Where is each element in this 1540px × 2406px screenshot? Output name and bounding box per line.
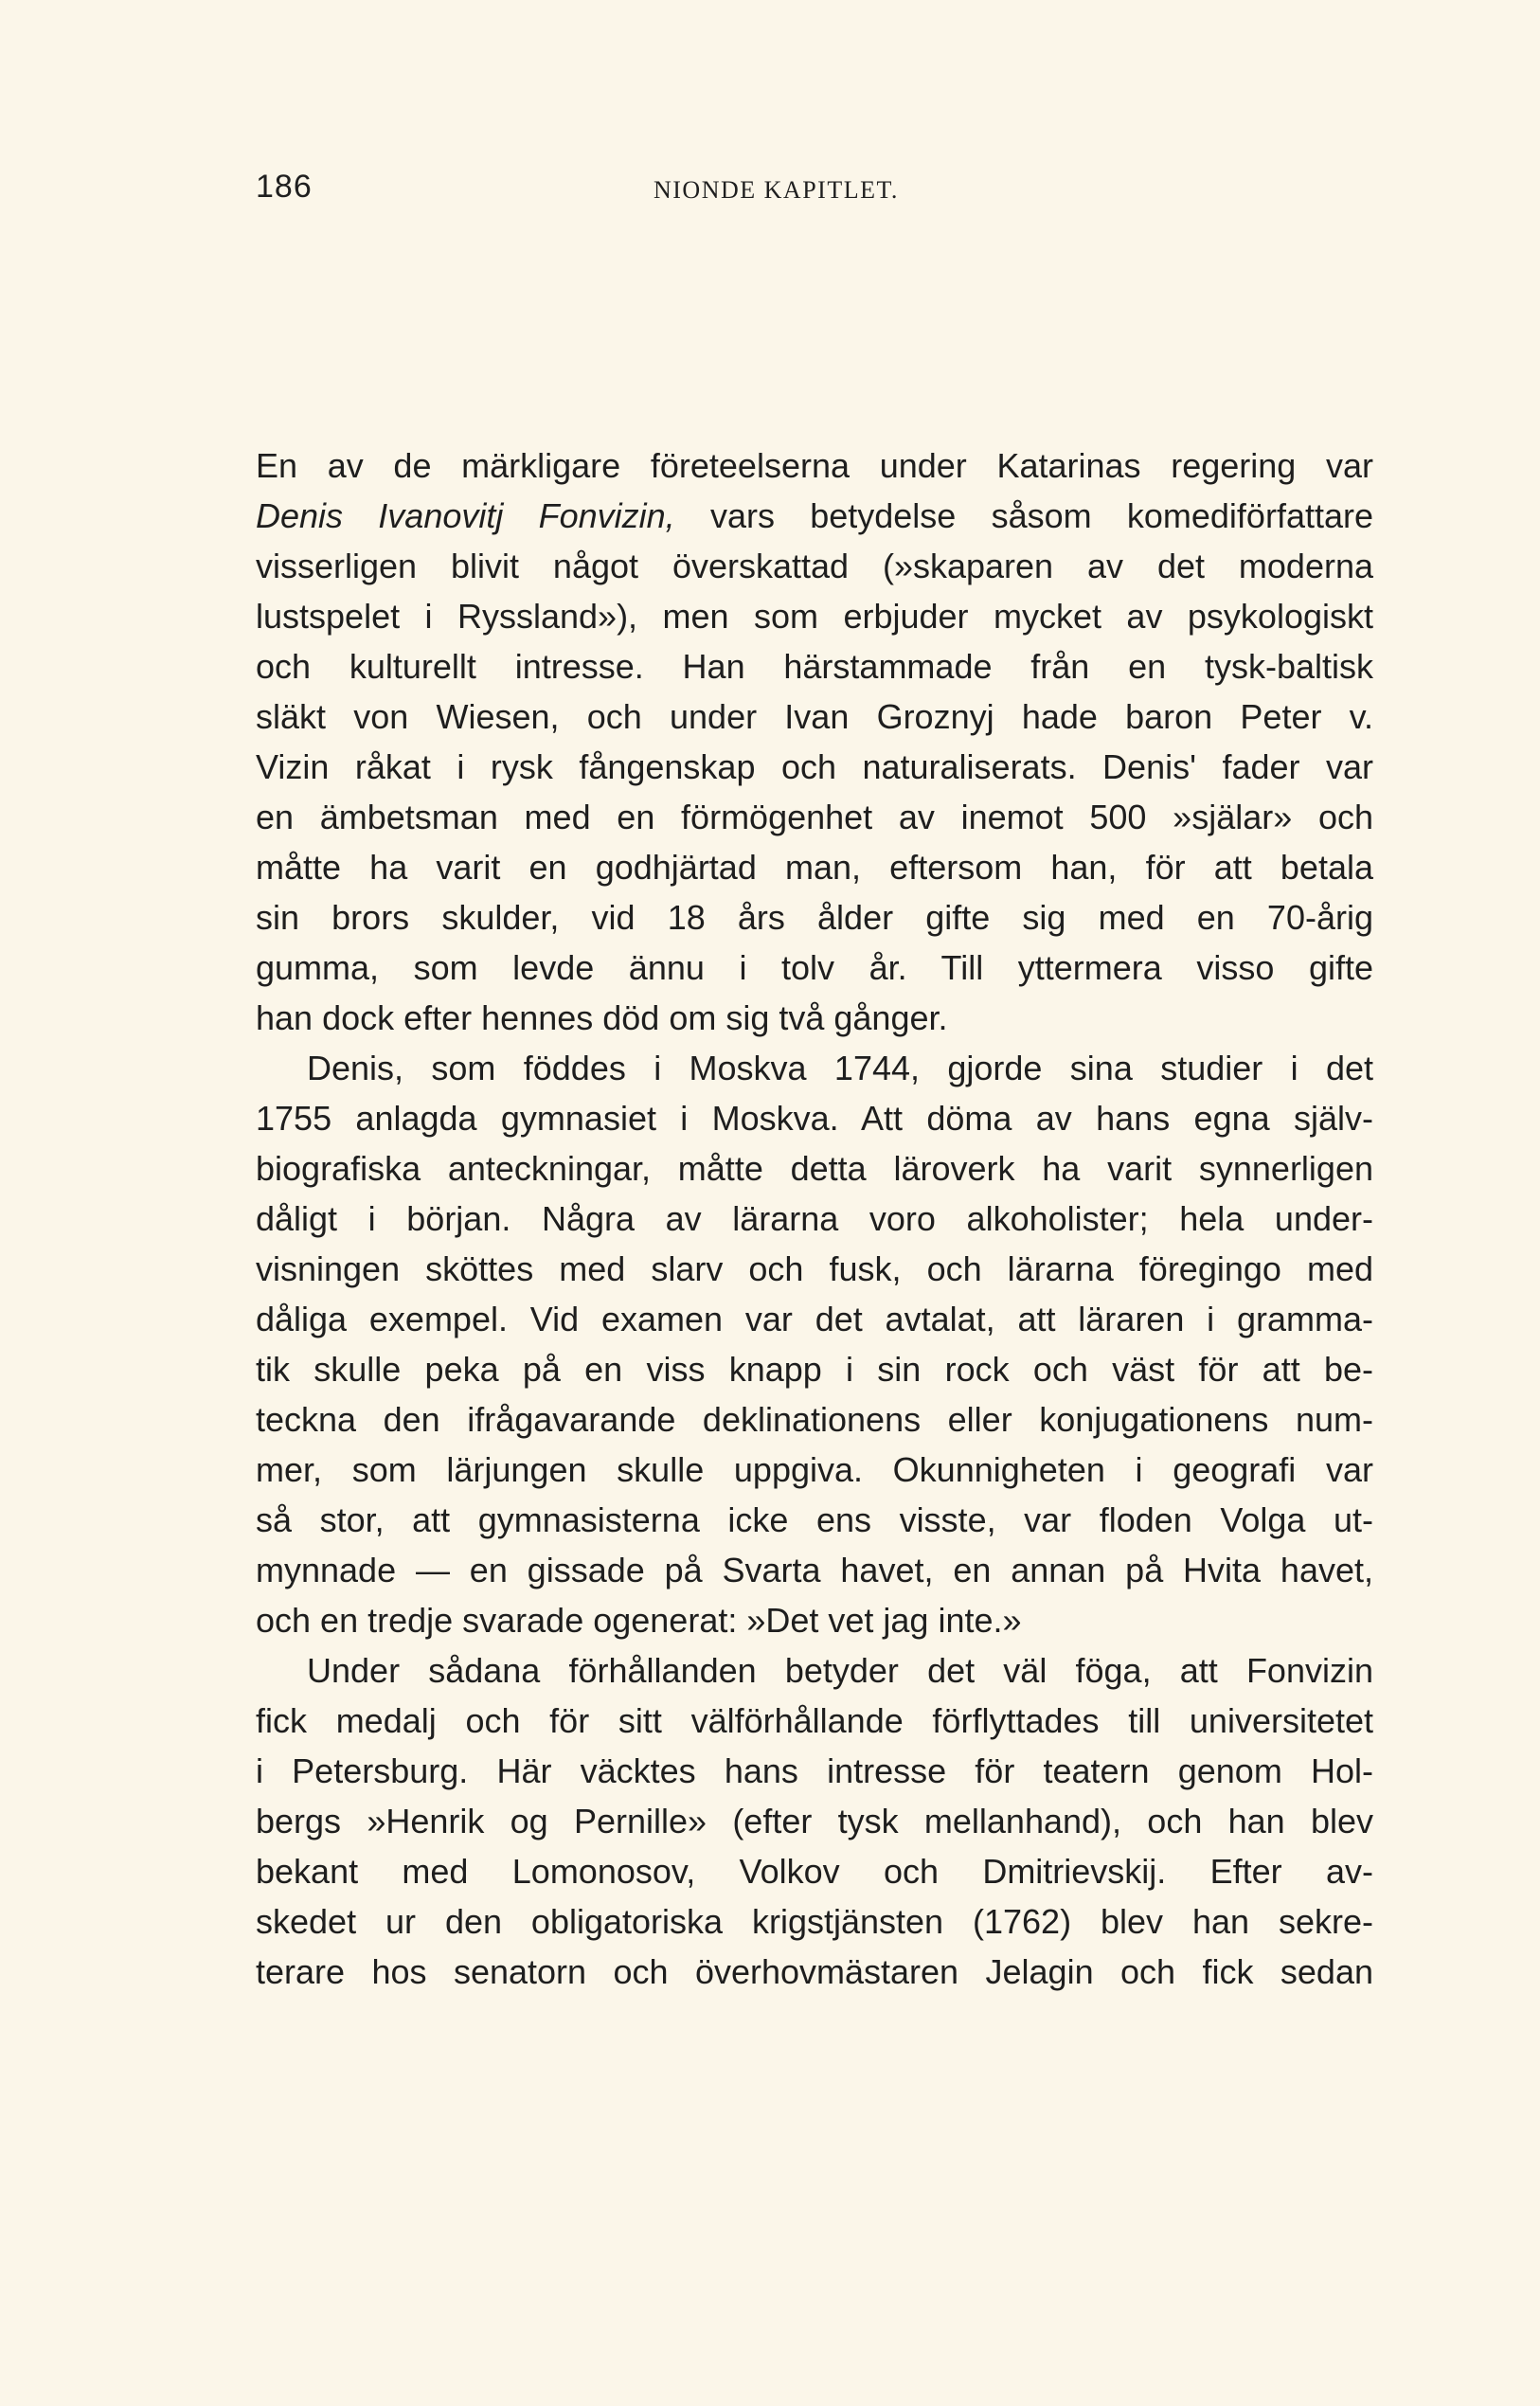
text-segment: mer, som lärjungen skulle uppgiva. Okunnigheten i geografi var <box>256 1450 1373 1489</box>
text-segment: dåliga exempel. Vid examen var det avtalat, att läraren i gramma- <box>256 1300 1373 1338</box>
text-line <box>256 1344 1373 1394</box>
text-line <box>256 892 1373 943</box>
text-line <box>256 1043 1373 1093</box>
text-segment: och en tredje svarade ogenerat: »Det vet jag inte.» <box>256 1601 1022 1640</box>
text-segment: sin brors skulder, vid 18 års ålder gifte sig med en 70-årig <box>256 898 1373 937</box>
text-segment: skedet ur den obligatoriska krigstjänsten (1762) blev han sekre- <box>256 1902 1373 1941</box>
italic-text: Denis Ivanovitj Fonvizin, <box>256 496 675 535</box>
page-header <box>256 169 1373 216</box>
text-line <box>256 440 1373 491</box>
text-segment: släkt von Wiesen, och under Ivan Groznyj hade baron Peter v. <box>256 697 1373 736</box>
text-segment: en ämbetsman med en förmögenhet av inemot 500 »själar» och <box>256 798 1373 836</box>
text-segment: Under sådana förhållanden betyder det väl föga, att Fonvizin <box>307 1651 1373 1690</box>
text-line <box>256 541 1373 591</box>
text-line <box>256 1093 1373 1143</box>
running-title: NIONDE KAPITLET. <box>654 176 899 204</box>
text-line <box>256 1947 1373 1997</box>
text-segment: så stor, att gymnasisterna icke ens visste, var floden Volga ut- <box>256 1500 1373 1539</box>
text-line <box>256 1696 1373 1746</box>
text-line <box>256 1595 1373 1645</box>
text-line <box>256 691 1373 742</box>
text-line <box>256 1896 1373 1947</box>
text-line <box>256 943 1373 993</box>
text-segment: teckna den ifrågavarande deklinationens eller konjugationens num- <box>256 1400 1373 1439</box>
text-segment: fick medalj och för sitt välförhållande förflyttades till universitetet <box>256 1701 1373 1740</box>
text-segment: mynnade — en gissade på Svarta havet, en annan på Hvita havet, <box>256 1551 1373 1589</box>
text-line <box>256 1545 1373 1595</box>
text-line <box>256 641 1373 691</box>
text-segment: han dock efter hennes död om sig två gånger. <box>256 998 948 1037</box>
text-segment: En av de märkligare företeelserna under Katarinas regering var <box>256 446 1373 485</box>
text-line <box>256 591 1373 641</box>
paragraph <box>256 1043 1373 1645</box>
text-segment: måtte ha varit en godhjärtad man, eftersom han, för att betala <box>256 848 1373 887</box>
text-segment: och kulturellt intresse. Han härstammade från en tysk-baltisk <box>256 647 1373 686</box>
text-line <box>256 1796 1373 1846</box>
page-number: 186 <box>256 169 313 205</box>
text-segment: bekant med Lomonosov, Volkov och Dmitrievskij. Efter av- <box>256 1852 1373 1891</box>
text-line <box>256 1294 1373 1344</box>
text-segment: 1755 anlagda gymnasiet i Moskva. Att döma av hans egna själv- <box>256 1099 1373 1138</box>
text-line <box>256 1445 1373 1495</box>
text-segment: lustspelet i Ryssland»), men som erbjuder mycket av psykologiskt <box>256 597 1373 636</box>
text-segment: visserligen blivit något överskattad (»skaparen av det moderna <box>256 547 1373 585</box>
text-line <box>256 1244 1373 1294</box>
text-line <box>256 1846 1373 1896</box>
text-segment: Vizin råkat i rysk fångenskap och naturaliserats. Denis' fader var <box>256 747 1373 786</box>
text-segment: gumma, som levde ännu i tolv år. Till yttermera visso gifte <box>256 948 1373 987</box>
text-segment: bergs »Henrik og Pernille» (efter tysk mellanhand), och han blev <box>256 1802 1373 1840</box>
text-line <box>256 1394 1373 1445</box>
text-line <box>256 1495 1373 1545</box>
text-segment: visningen sköttes med slarv och fusk, och lärarna föregingo med <box>256 1249 1373 1288</box>
text-segment: terare hos senatorn och överhovmästaren Jelagin och fick sedan <box>256 1952 1373 1991</box>
text-line <box>256 792 1373 842</box>
text-line <box>256 1194 1373 1244</box>
text-segment: vars betydelse såsom komediförfattare <box>674 496 1373 535</box>
text-segment: i Petersburg. Här väcktes hans intresse för teatern genom Hol- <box>256 1751 1373 1790</box>
text-line <box>256 993 1373 1043</box>
text-segment: tik skulle peka på en viss knapp i sin rock och väst för att be- <box>256 1350 1373 1389</box>
text-line <box>256 1645 1373 1696</box>
body-text <box>256 440 1373 1997</box>
text-line <box>256 1746 1373 1796</box>
text-line <box>256 742 1373 792</box>
text-segment: biografiska anteckningar, måtte detta läroverk ha varit synnerligen <box>256 1149 1373 1188</box>
text-line <box>256 842 1373 892</box>
text-line <box>256 1143 1373 1194</box>
paragraph <box>256 440 1373 1043</box>
paragraph <box>256 1645 1373 1997</box>
text-segment: Denis, som föddes i Moskva 1744, gjorde sina studier i det <box>307 1049 1373 1087</box>
text-line <box>256 491 1373 541</box>
text-segment: dåligt i början. Några av lärarna voro alkoholister; hela under- <box>256 1199 1373 1238</box>
